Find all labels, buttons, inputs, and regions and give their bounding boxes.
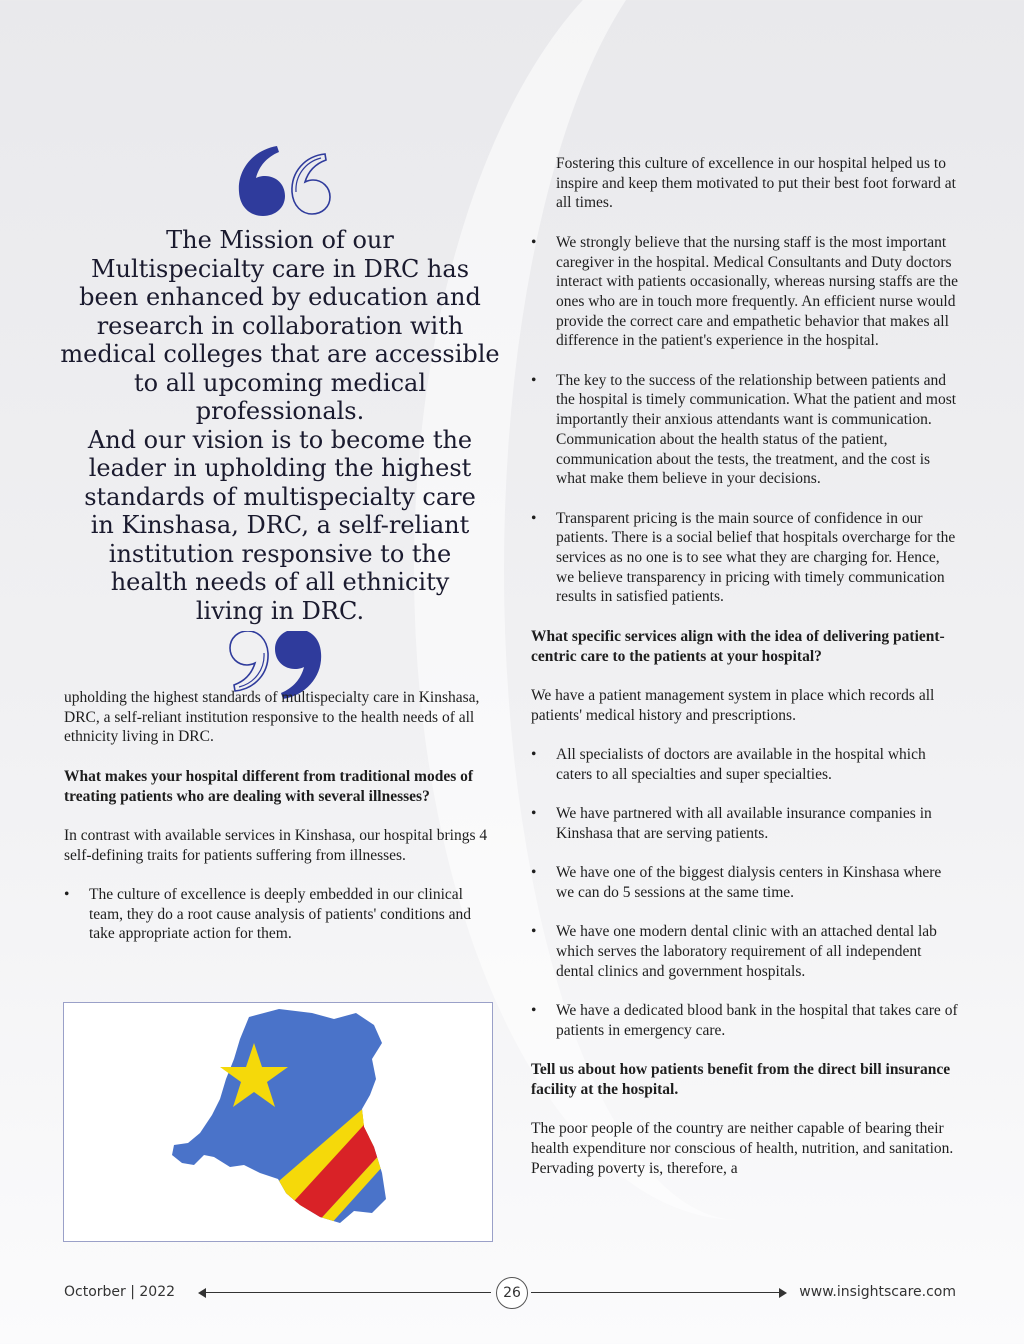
pull-quote-line: leader in upholding the highest bbox=[88, 454, 472, 482]
footer-left-line bbox=[205, 1292, 491, 1293]
answer-patient-management: We have a patient management system in place which records all patients' medical history and prescriptions. bbox=[531, 686, 935, 724]
bullet-transparent-pricing: • Transparent pricing is the main source of confidence in our patients. There is a social belief that hospitals overcharge for the services as no one is to see what they are charging for. Hence, we believe transparency in pricing with timely communication results in satisfied patients. bbox=[531, 509, 961, 608]
footer-right-arrow-icon bbox=[779, 1288, 787, 1298]
pull-quote-line: Multispecialty care in DRC has bbox=[90, 254, 470, 283]
bullet-timely-communication: • The key to the success of the relationship between patients and the hospital is timely communication. What the patient and most importantly their anxious attendants want is communication. Communication about the health status of the patient, communication about the tests, the treatment, and the cost is what make them believe in your decisions. bbox=[531, 371, 961, 489]
pull-quote-line: been enhanced by education and bbox=[79, 283, 481, 311]
right-column bbox=[531, 154, 961, 1198]
drc-map-illustration bbox=[64, 1003, 492, 1241]
footer-website-link[interactable]: www.insightscare.com bbox=[799, 1284, 956, 1300]
flag-blue-field bbox=[64, 1003, 492, 1241]
left-bullet-list bbox=[64, 885, 494, 944]
bullet-blood-bank: • We have a dedicated blood bank in the hospital that takes care of patients in emergency care. bbox=[531, 1001, 961, 1040]
pull-quote-line: And our vision is to become the bbox=[87, 425, 473, 454]
left-intro-paragraph: upholding the highest standards of multispecialty care in Kinshasa, DRC, a self-reliant institution responsive to the health needs of all ethnicity living in DRC. bbox=[64, 689, 480, 746]
pull-quote-line: in Kinshasa, DRC, a self-reliant bbox=[90, 511, 470, 539]
pull-quote-text bbox=[60, 226, 500, 625]
drc-flag-map-image bbox=[63, 1002, 493, 1242]
pull-quote-line: medical colleges that are accessible bbox=[60, 340, 500, 368]
footer-left-arrow-icon bbox=[198, 1288, 206, 1298]
open-quote-icon bbox=[225, 140, 335, 220]
page-footer bbox=[0, 1276, 1024, 1310]
bullet-dialysis-center: • We have one of the biggest dialysis centers in Kinshasa where we can do 5 sessions at the same time. bbox=[531, 863, 961, 902]
footer-right-line bbox=[531, 1292, 779, 1293]
right-bullet-list-b bbox=[531, 745, 961, 1040]
answer-poverty-paragraph: The poor people of the country are neither capable of bearing their health expenditure nor conscious of health, nutrition, and sanitation. Pervading poverty is, therefore, a bbox=[531, 1120, 954, 1177]
right-continuation-paragraph: Fostering this culture of excellence in our hospital helped us to inspire and keep them motivated to put their best foot forward at all times. bbox=[556, 155, 956, 212]
bullet-culture-of-excellence: • The culture of excellence is deeply embedded in our clinical team, they do a root cause analysis of patients' conditions and take appropriate action for them. bbox=[64, 885, 494, 944]
right-bullet-list-a bbox=[531, 233, 961, 607]
pull-quote-line: standards of multispecialty care bbox=[84, 482, 476, 511]
bullet-dental-clinic: • We have one modern dental clinic with an attached dental lab which serves the laboratory requirement of all independent dental clinics and government hospitals. bbox=[531, 922, 961, 981]
answer-hospital-difference: In contrast with available services in Kinshasa, our hospital brings 4 self-defining traits for patients suffering from illnesses. bbox=[64, 826, 488, 864]
bullet-nursing-staff: • We strongly believe that the nursing staff is the most important caregiver in the hospital. Medical Consultants and Duty doctors interact with patients occasionally, whereas nursing staffs are the ones who are in touch more frequently. An efficient nurse would provide the correct care and empathetic behavior that makes all difference in the patient's experience in the hospital. bbox=[531, 233, 961, 351]
pull-quote-line: health needs of all ethnicity bbox=[110, 568, 450, 596]
question-direct-bill-insurance: Tell us about how patients benefit from the direct bill insurance facility at the hospital. bbox=[531, 1061, 951, 1098]
bullet-insurance-partners: • We have partnered with all available insurance companies in Kinshasa that are serving patients. bbox=[531, 804, 961, 843]
question-patient-centric-services: What specific services align with the idea of delivering patient-centric care to the patients at your hospital? bbox=[531, 627, 945, 665]
left-column bbox=[64, 688, 494, 964]
question-hospital-difference: What makes your hospital different from traditional modes of treating patients who are dealing with several illnesses? bbox=[64, 767, 474, 805]
pull-quote-line: The Mission of our bbox=[166, 226, 394, 254]
pull-quote-line: to all upcoming medical professionals. bbox=[133, 368, 427, 425]
bullet-specialists: • All specialists of doctors are available in the hospital which caters to all specialties and super specialties. bbox=[531, 745, 961, 784]
pull-quote-line: living in DRC. bbox=[195, 596, 365, 625]
footer-date: Octorber | 2022 bbox=[64, 1284, 176, 1300]
pull-quote-line: research in collaboration with bbox=[96, 311, 464, 340]
page-number: 26 bbox=[496, 1277, 528, 1309]
pull-quote bbox=[60, 140, 500, 705]
pull-quote-line: institution responsive to the bbox=[108, 539, 452, 568]
